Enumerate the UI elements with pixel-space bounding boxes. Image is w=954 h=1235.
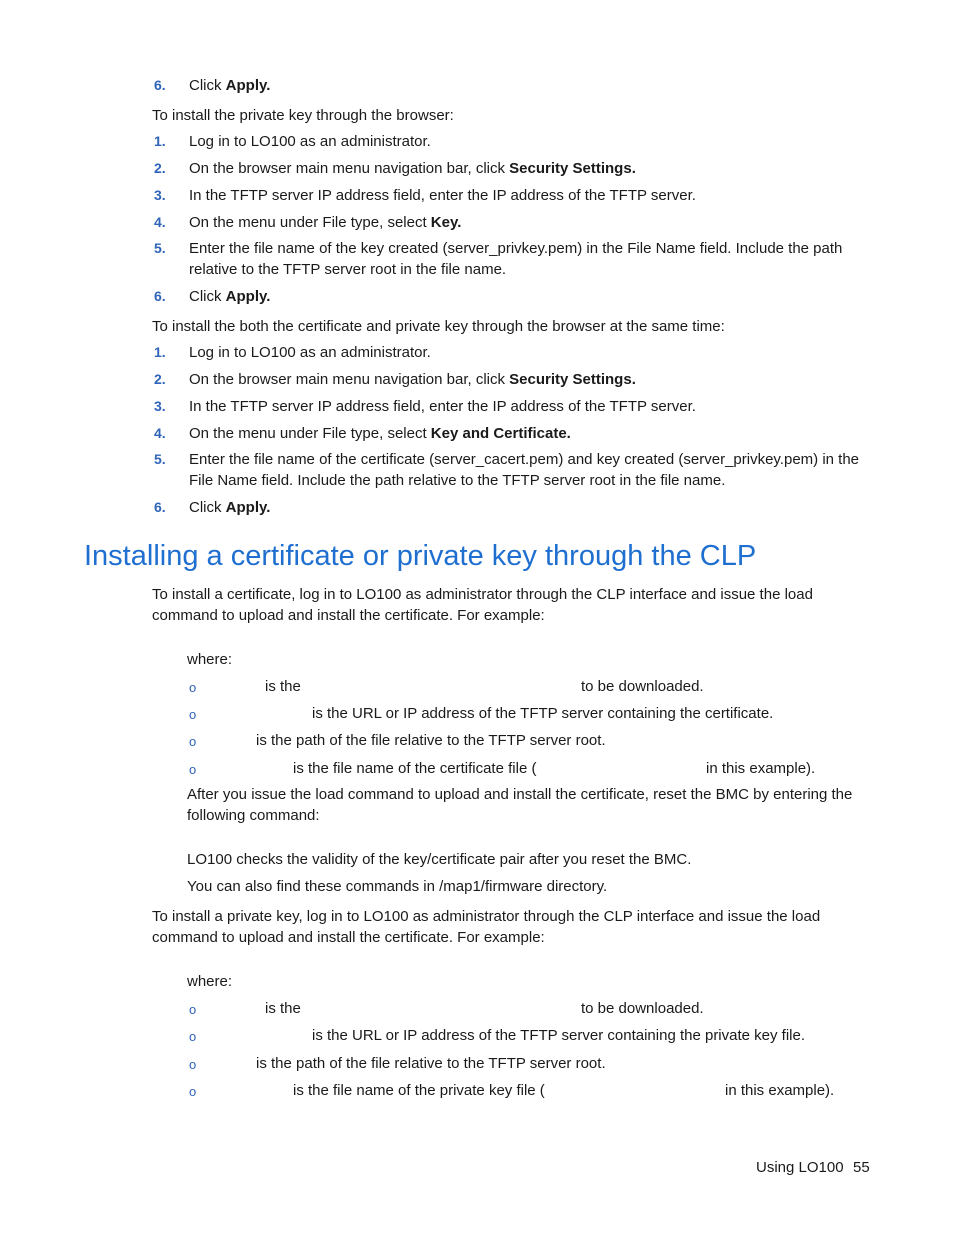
- page-number: 55: [853, 1159, 870, 1176]
- step-number: 2.: [154, 371, 166, 387]
- step-number: 6.: [154, 77, 166, 93]
- step-text: In the TFTP server IP address field, enter the IP address of the TFTP server.: [189, 398, 696, 415]
- bullet-text: is the URL or IP address of the TFTP server containing the private key file.: [312, 1027, 806, 1044]
- bullet-icon: o: [189, 1057, 197, 1072]
- step-text-continued: File Name field. Include the path relative to the TFTP server root in the file name.: [189, 472, 726, 489]
- bullet-text: to be downloaded.: [581, 1000, 704, 1017]
- where-label: where:: [187, 651, 233, 668]
- step-number: 2.: [154, 160, 166, 176]
- step-text: Click Apply.: [189, 499, 271, 516]
- bullet-icon: o: [189, 734, 197, 749]
- intro-private-key: To install the private key through the browser:: [152, 107, 454, 124]
- step-text: On the menu under File type, select Key.: [189, 214, 462, 231]
- bullet-icon: o: [189, 680, 197, 695]
- bullet-icon: o: [189, 762, 197, 777]
- bullet-text: is the path of the file relative to the TFTP server root.: [256, 1055, 606, 1072]
- bullet-text: is the URL or IP address of the TFTP server containing the certificate.: [312, 705, 774, 722]
- step-number: 4.: [154, 425, 166, 441]
- validity-text: LO100 checks the validity of the key/certificate pair after you reset the BMC.: [187, 851, 692, 868]
- reset-text: After you issue the load command to upload and install the certificate, reset the BMC by entering the: [187, 786, 853, 803]
- bullet-text: is the file name of the private key file (: [293, 1082, 545, 1099]
- step-text: Enter the file name of the certificate (server_cacert.pem) and key created (server_privkey.pem) in the: [189, 451, 860, 468]
- step-number: 4.: [154, 214, 166, 230]
- step-number: 1.: [154, 133, 166, 149]
- step-number: 5.: [154, 240, 166, 256]
- step-number: 3.: [154, 398, 166, 414]
- step-text: On the menu under File type, select Key and Certificate.: [189, 425, 571, 442]
- section-heading: Installing a certificate or private key through the CLP: [84, 540, 757, 572]
- bullet-text: in this example).: [706, 760, 816, 777]
- bullet-icon: o: [189, 1002, 197, 1017]
- step-number: 5.: [154, 451, 166, 467]
- step-number: 6.: [154, 499, 166, 515]
- step-text: Enter the file name of the key created (server_privkey.pem) in the File Name field. Include the path: [189, 240, 843, 257]
- step-text: Log in to LO100 as an administrator.: [189, 133, 431, 150]
- also-find-text: You can also find these commands in /map1/firmware directory.: [187, 878, 608, 895]
- bullet-text: in this example).: [725, 1082, 835, 1099]
- key-intro: To install a private key, log in to LO100 as administrator through the CLP interface and issue the load: [152, 908, 821, 925]
- cert-intro-continued: command to upload and install the certificate. For example:: [152, 607, 545, 624]
- bullet-icon: o: [189, 707, 197, 722]
- bullet-text: is the file name of the certificate file (: [293, 760, 537, 777]
- step-text: Click Apply.: [189, 77, 271, 94]
- step-text: On the browser main menu navigation bar, click Security Settings.: [189, 371, 636, 388]
- bullet-icon: o: [189, 1029, 197, 1044]
- step-text: In the TFTP server IP address field, enter the IP address of the TFTP server.: [189, 187, 696, 204]
- key-intro-continued: command to upload and install the certificate. For example:: [152, 929, 545, 946]
- step-text: On the browser main menu navigation bar, click Security Settings.: [189, 160, 636, 177]
- step-text: Log in to LO100 as an administrator.: [189, 344, 431, 361]
- where-label: where:: [187, 973, 233, 990]
- step-text: Click Apply.: [189, 288, 271, 305]
- intro-both: To install the both the certificate and private key through the browser at the same time:: [152, 318, 725, 335]
- step-text-continued: relative to the TFTP server root in the file name.: [189, 261, 507, 278]
- bullet-text: to be downloaded.: [581, 678, 704, 695]
- bullet-text: is the: [265, 678, 301, 695]
- step-number: 3.: [154, 187, 166, 203]
- step-number: 1.: [154, 344, 166, 360]
- bullet-text: is the path of the file relative to the TFTP server root.: [256, 732, 606, 749]
- bullet-text: is the: [265, 1000, 301, 1017]
- footer-section: Using LO100: [756, 1159, 844, 1176]
- step-number: 6.: [154, 288, 166, 304]
- reset-text-continued: following command:: [187, 807, 320, 824]
- cert-intro: To install a certificate, log in to LO100 as administrator through the CLP interface and issue the load: [152, 586, 813, 603]
- bullet-icon: o: [189, 1084, 197, 1099]
